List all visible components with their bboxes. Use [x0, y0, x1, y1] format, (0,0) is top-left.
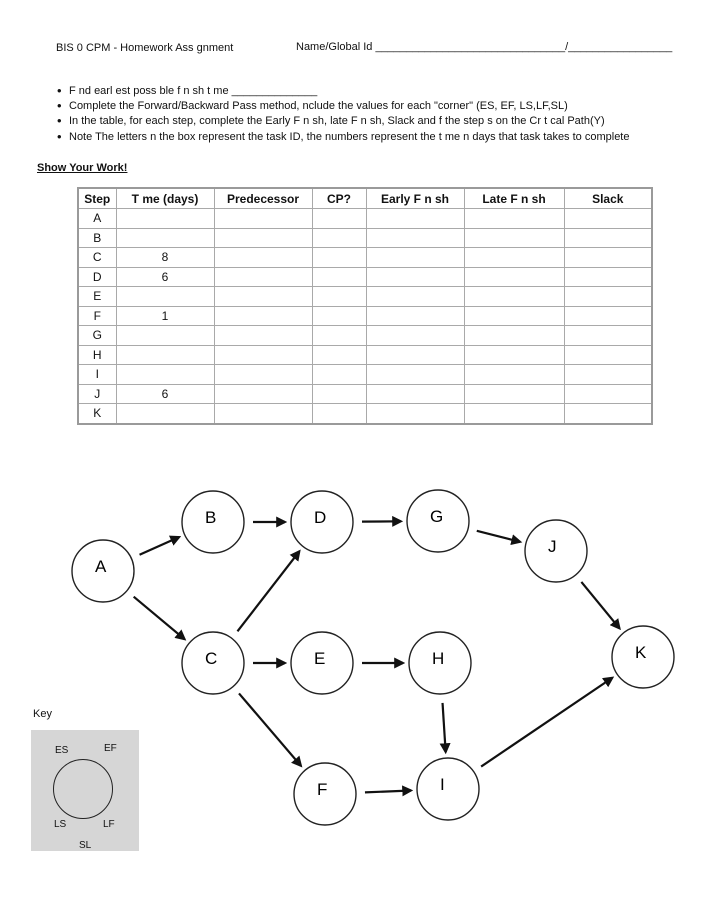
table-cell[interactable]: H [78, 345, 116, 365]
node-label: J [548, 537, 557, 556]
column-header: Predecessor [214, 188, 312, 209]
node-C [182, 632, 244, 694]
table-cell[interactable]: D [78, 267, 116, 287]
node-circle [417, 758, 479, 820]
column-header: CP? [312, 188, 366, 209]
arrow-J-K [581, 582, 619, 628]
node-label: C [205, 649, 218, 668]
arrow-C-F [239, 693, 301, 765]
node-label: G [430, 507, 444, 526]
column-header: Early F n sh [366, 188, 464, 209]
arrow-C-D [237, 551, 299, 631]
node-H [409, 632, 471, 694]
node-G [407, 490, 469, 552]
table-cell[interactable]: 6 [116, 384, 214, 404]
node-label: F [317, 780, 328, 799]
key-box [31, 730, 139, 851]
instruction-item: • Complete the Forward/Backward Pass method, nclude the values for each "corner" (ES, EF, LS,LF,SL) [56, 99, 629, 114]
table-cell[interactable]: B [78, 228, 116, 248]
instruction-item: • In the table, for each step, complete the Early F n sh, late F n sh, Slack and f the step s on the Cr t cal Path(Y) [56, 114, 629, 129]
node-J [525, 520, 587, 582]
table-cell[interactable]: K [78, 404, 116, 424]
arrow-H-I [443, 703, 446, 752]
node-E [291, 632, 353, 694]
name-global-id-field: Name/Global Id _______________________________/_________________ [296, 41, 673, 53]
table-cell[interactable]: 6 [116, 267, 214, 287]
table-cell[interactable]: 1 [116, 306, 214, 326]
table-cell[interactable]: F [78, 306, 116, 326]
key-label: Key [33, 708, 52, 720]
node-label: B [205, 508, 217, 527]
node-label: K [635, 643, 647, 662]
arrow-F-I [365, 791, 411, 793]
node-label: I [440, 775, 445, 794]
table-cell[interactable]: C [78, 248, 116, 268]
show-work-heading: Show Your Work! [37, 162, 128, 174]
key-es-label: ES [55, 745, 69, 756]
node-B [182, 491, 244, 553]
key-sl-label: SL [79, 840, 92, 851]
column-header: T me (days) [116, 188, 214, 209]
table-cell[interactable]: E [78, 287, 116, 307]
table-cell[interactable]: G [78, 326, 116, 346]
key-circle-icon [53, 759, 113, 819]
column-header: Step [78, 188, 116, 209]
key-ef-label: EF [104, 743, 117, 754]
node-K [612, 626, 674, 688]
key-ls-label: LS [54, 819, 67, 830]
node-label: E [314, 649, 326, 668]
arrow-G-J [477, 531, 520, 542]
node-label: H [432, 649, 445, 668]
arrow-A-B [140, 537, 180, 555]
assignment-title: BIS 0 CPM - Homework Ass gnment [56, 42, 234, 54]
node-I [417, 758, 479, 820]
instruction-item: • Note The letters n the box represent the task ID, the numbers represent the t me n days that task takes to complete [56, 130, 629, 145]
arrow-A-C [134, 597, 185, 640]
table-cell[interactable]: A [78, 209, 116, 229]
instruction-item: • F nd earl est poss ble f n sh t me ______________ [56, 84, 629, 99]
table-cell[interactable]: 8 [116, 248, 214, 268]
node-F [294, 763, 356, 825]
table-cell[interactable]: I [78, 365, 116, 385]
column-header: Slack [564, 188, 652, 209]
node-A [72, 540, 134, 602]
node-D [291, 491, 353, 553]
arrow-I-K [481, 678, 612, 767]
key-lf-label: LF [103, 819, 115, 830]
column-header: Late F n sh [464, 188, 564, 209]
node-label: A [95, 557, 107, 576]
table-cell[interactable]: J [78, 384, 116, 404]
node-label: D [314, 508, 327, 527]
